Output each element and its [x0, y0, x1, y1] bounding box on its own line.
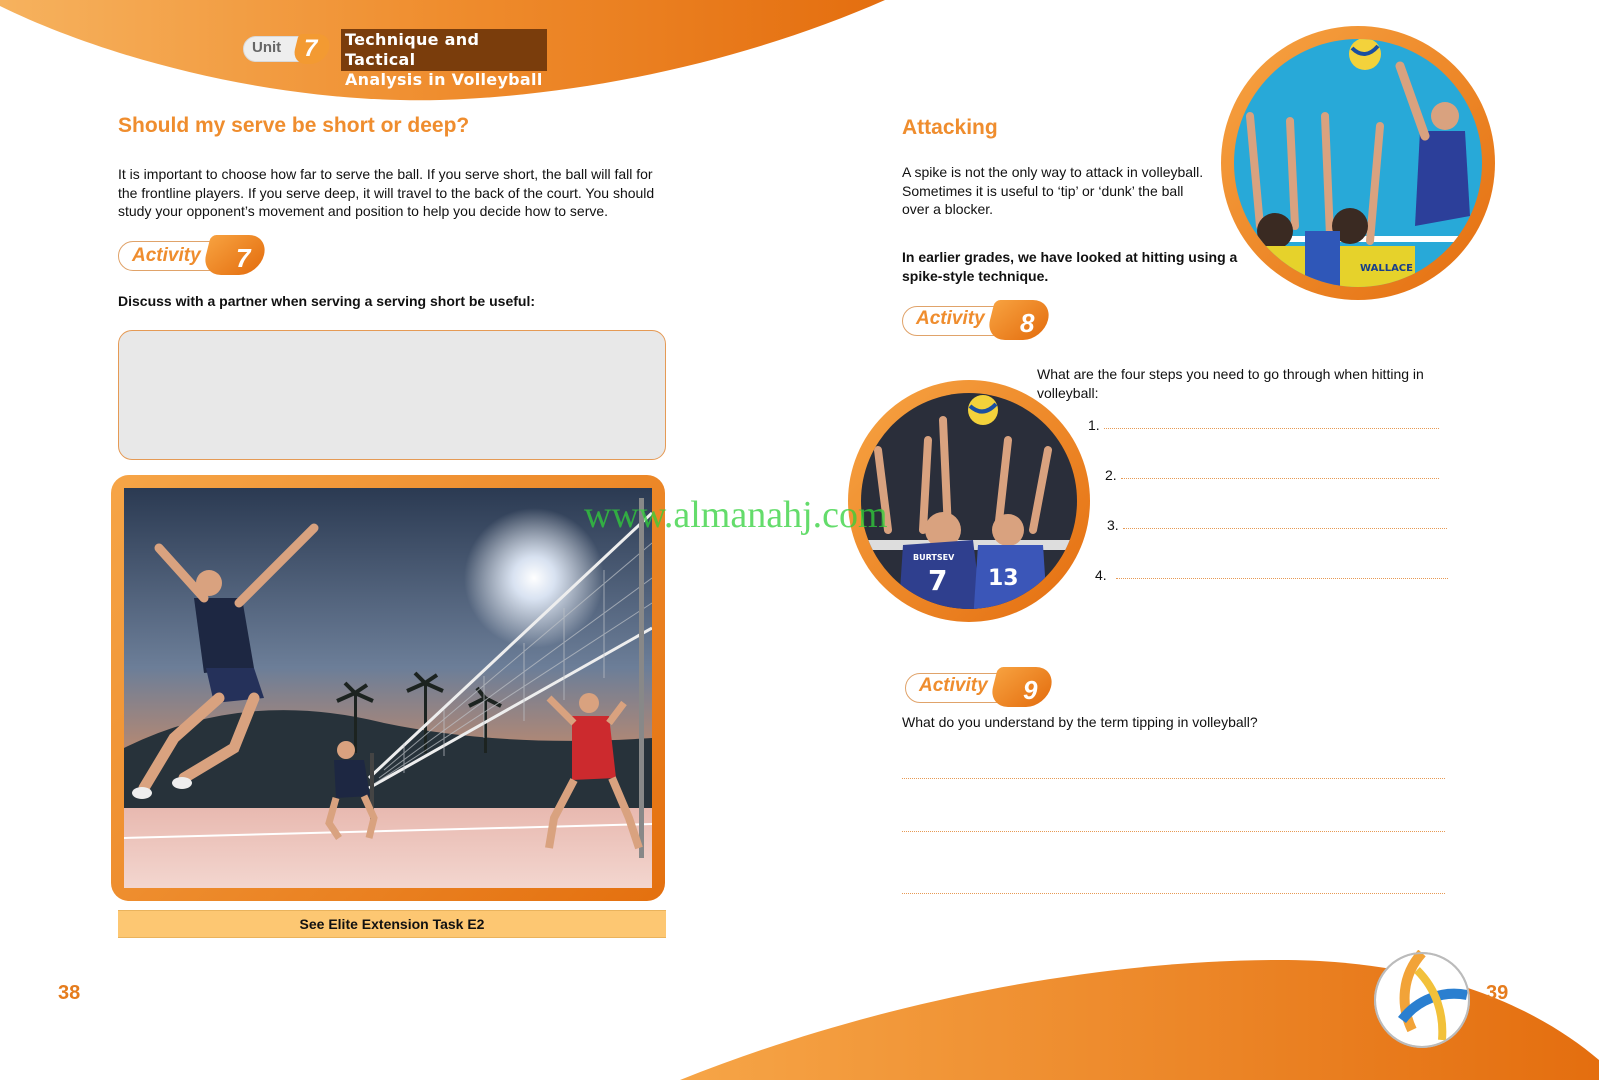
page-number-left: 38: [58, 982, 81, 1004]
elite-extension-banner: [118, 910, 666, 938]
attacking-note: In earlier grades, we have looked at hitting using a spike-style technique.: [902, 249, 1238, 284]
activity-7-number: 7: [236, 243, 251, 273]
activity-9-number: 9: [1023, 675, 1038, 705]
jersey-number-13: 13: [988, 566, 1019, 591]
step-2-number: 2.: [1105, 467, 1117, 483]
spike-block-photo: [1220, 26, 1496, 300]
spike-photo-frame: [111, 475, 665, 901]
step-4-line[interactable]: [1116, 578, 1448, 579]
unit-title-line1: Technique and Tactical: [345, 30, 480, 69]
jersey-number-7: 7: [928, 564, 948, 597]
activity-8-number: 8: [1020, 308, 1035, 338]
activity-9-label: Activity: [919, 675, 988, 696]
unit-title: [341, 29, 547, 89]
activity-7-prompt: Discuss with a partner when serving a serving short be useful:: [118, 293, 535, 309]
elite-extension-text: See Elite Extension Task E2: [299, 916, 485, 932]
jersey-wallace: WALLACE: [1360, 263, 1413, 274]
answer-line-3[interactable]: [902, 893, 1445, 894]
step-3-line[interactable]: [1123, 528, 1447, 529]
unit-label: Unit: [252, 39, 282, 56]
serve-paragraph: It is important to choose how far to serve the ball. If you serve short, the ball will fall for the frontline players. If you serve deep, it will travel to the back of the court. You should study your opponent’s movement and position to help you decide how to serve.: [118, 166, 655, 219]
unit-badge: [243, 34, 333, 64]
activity-8-label: Activity: [916, 308, 985, 329]
page-number-right: 39: [1486, 982, 1509, 1004]
activity-9-question: What do you understand by the term tipping in volleyball?: [902, 714, 1258, 730]
activity-7-answer-box[interactable]: [118, 330, 666, 460]
watermark: www.almanahj.com: [584, 494, 888, 536]
activity-9-badge: [905, 667, 1055, 709]
volleyball-icon: [1372, 950, 1472, 1050]
jersey-burtsev: BURTSEV: [913, 553, 955, 562]
unit-title-line2: Analysis in Volleyball: [345, 70, 543, 89]
activity-8-badge: [902, 300, 1052, 342]
step-1-line[interactable]: [1104, 428, 1439, 429]
activity-8-question: What are the four steps you need to go through when hitting in volleyball:: [1037, 366, 1424, 401]
unit-number: 7: [304, 35, 318, 62]
attacking-paragraph: A spike is not the only way to attack in volleyball. Sometimes it is useful to ‘tip’ or ‘dunk’ the ball over a blocker.: [902, 164, 1204, 217]
answer-line-2[interactable]: [902, 831, 1445, 832]
step-1-number: 1.: [1088, 417, 1100, 433]
step-2-line[interactable]: [1121, 478, 1439, 479]
activity-7-label: Activity: [132, 245, 201, 266]
step-4-number: 4.: [1095, 567, 1107, 583]
step-3-number: 3.: [1107, 517, 1119, 533]
answer-line-1[interactable]: [902, 778, 1445, 779]
spike-photo: [124, 488, 652, 888]
attacking-section-title: Attacking: [902, 116, 998, 139]
serve-section-title: Should my serve be short or deep?: [118, 114, 470, 137]
activity-7-badge: [118, 235, 268, 277]
